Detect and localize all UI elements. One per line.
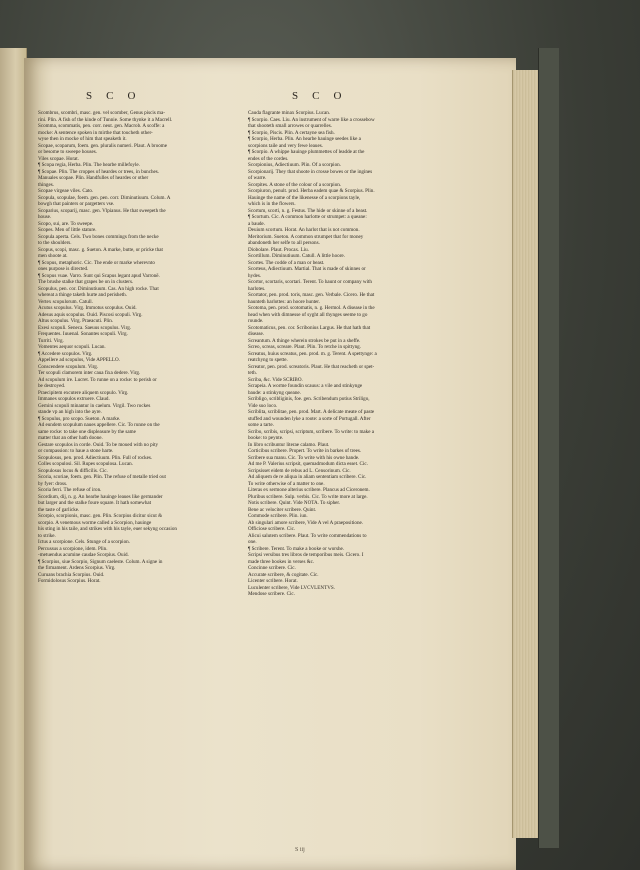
dictionary-line: Scopulus, pen. cor. Diminutiuum. Cas. An high rocke. That bbox=[38, 285, 159, 292]
dictionary-line: Screatus, huius screatus, pen. prod. m. g. Terent. A spettynge: a bbox=[248, 350, 377, 357]
dictionary-line: Mendose scribere. Cic. bbox=[248, 591, 295, 597]
dictionary-line: Scopae virgeae viles. Cato. bbox=[38, 188, 94, 194]
dictionary-line: Corticibus scribere. Propert. To write in barkes of trees. bbox=[248, 448, 362, 454]
dictionary-line: Viles scopae. Horat. bbox=[38, 155, 79, 162]
dictionary-line: Meritorium. Sueton. A common strumpet that for money bbox=[248, 233, 364, 240]
dictionary-line: Ter scopuli clamorem inter caua fixa dedere. Virg. bbox=[38, 370, 141, 376]
dictionary-line: Adesus aquis scopulus. Ouid. Piscosi scopuli. Virg. bbox=[38, 311, 143, 318]
dictionary-line: Deuium scortum. Horat. An harlot that is not common. bbox=[248, 227, 360, 233]
dictionary-line: haunteth harlottes: an hoore hunter. bbox=[248, 298, 320, 305]
dictionary-line: harlotes. bbox=[248, 285, 266, 292]
dictionary-line: ¶ Scopa regia, Herba. Plin. The hearbe millefoyle. bbox=[38, 162, 140, 168]
dictionary-line: Vide suo loco. bbox=[248, 402, 278, 409]
dictionary-line: Scomma, scommatis, pen. corr. neut. gen. Macrob. A scoffe: a bbox=[38, 123, 165, 129]
dictionary-line: ¶ Scorpius, siue Scorpio, Signum caeleste. Colum. A signe in bbox=[38, 558, 163, 565]
dictionary-line: to strike. bbox=[38, 532, 56, 539]
dictionary-line: Ad me P. Valerius scripsit, quemadmodum dicta esset. Cic. bbox=[248, 461, 368, 467]
dictionary-line: Scopae, scoparum, foem. gen. pluralis numeri. Plaut. A broome bbox=[38, 142, 168, 149]
dictionary-line: Scortes. The codde of a man or beast. bbox=[248, 259, 325, 266]
dictionary-line: his sting in his taile, and strikes with his tayle, euer sekyng occasion bbox=[38, 526, 177, 532]
dictionary-line: ¶ Accedere scopulos. Virg. bbox=[38, 350, 93, 357]
dictionary-line: Accurate scribere, & cogitate. Cic. bbox=[248, 571, 319, 578]
dictionary-line: of warre. bbox=[248, 175, 267, 181]
dictionary-line: Scripsi versibus tres libros de temporibus meis. Cicero. I bbox=[248, 552, 364, 558]
dictionary-line: ¶ Scorpio, Herba. Plin. An hearbe hauinge seedes like a bbox=[248, 136, 361, 142]
dictionary-line: ¶ Scopae. Plin. The croppes of heardes or trees, in bunches. bbox=[38, 168, 160, 175]
dictionary-line: Scorpiuron, penult. prod. Herba eadem quae & Scorpius. Plin. bbox=[248, 188, 375, 194]
dictionary-line: that shooteth small arrowes or quarrelles. bbox=[248, 123, 333, 129]
dictionary-line: Scorpites. A stone of the colour of a scorpion. bbox=[248, 181, 342, 188]
dictionary-line: Scopulosus, pen. prod. Adiectiuum. Plin. Full of rockes. bbox=[38, 454, 153, 461]
dictionary-line: Scopula, scopulae, foem. gen. pen. corr. Diminutiuum. Colum. A bbox=[38, 194, 171, 201]
dictionary-line: ¶ Scopus vuae. Varro. Sunt qui Scapus legant apud Varronē. bbox=[38, 272, 160, 279]
dictionary-line: Hauinge the name of the likenesse of a scorpions tayle, bbox=[248, 194, 361, 201]
dictionary-line: rounde. bbox=[248, 318, 264, 324]
dictionary-line: Officiose scribere. Cic. bbox=[248, 526, 296, 532]
dictionary-line: Scotoma, pen. prod. scotomatis, n. g. Hermol. A disease in the bbox=[248, 305, 375, 311]
dictionary-line: Pluribus scribere. Sulp. verbis. Cic. To write more at large. bbox=[248, 493, 368, 500]
dictionary-line: To write otherwise of a matter to one. bbox=[248, 480, 325, 487]
dictionary-line: Scortor, scortaris, scortari. Terent. To haunt or company with bbox=[248, 279, 372, 285]
dictionary-line: ¶ Scopulus, pro scopo. Sueton. A marke. bbox=[38, 415, 121, 422]
dictionary-line: Scorteus, Adiectiuum. Martial. That is made of skinnes or bbox=[248, 266, 366, 272]
dictionary-line: Gestare scopulos in corde. Ouid. To be moued with no pity bbox=[38, 441, 159, 448]
dictionary-line: Colles scopulosi. Sil. Rupes scopulosa. Lucan. bbox=[38, 461, 133, 467]
dictionary-line: Scriba, &c. Vide SCRIBO. bbox=[248, 376, 303, 383]
dictionary-line: Scribo, scribis, scripsi, scriptum, scribere. To write: to make a bbox=[248, 428, 375, 435]
dictionary-line: which is in the flowers. bbox=[248, 201, 296, 207]
dictionary-line: ones purpose is directed. bbox=[38, 266, 89, 272]
dictionary-line: Appellere ad scopulos, Vide APPELLO. bbox=[38, 357, 120, 363]
dictionary-line: ¶ Scribere. Terent. To make a booke or worshe. bbox=[248, 545, 345, 552]
dictionary-line: Exesi scopuli. Seneca. Saeuus scopulus. Virg. bbox=[38, 324, 132, 331]
dictionary-line: Diobolare. Plaut. Procax. Liu. bbox=[248, 246, 309, 253]
dictionary-line: Praecipitem excutere aliquem scopulo. Virg. bbox=[38, 389, 129, 396]
dictionary-line: Cauda flagrante minax Scorpius. Lucan. bbox=[248, 110, 331, 116]
dictionary-line: booke: to peynte. bbox=[248, 435, 284, 441]
dictionary-line: Concinne scribere. Cic. bbox=[248, 565, 296, 571]
dictionary-line: Vomentes aequor scopuli. Lucan. bbox=[38, 344, 106, 350]
dictionary-line: or besome to sweepe houses. bbox=[38, 149, 97, 155]
dictionary-line: or compassion: to haue a stone harte. bbox=[38, 448, 114, 454]
dictionary-line: whereat a thinge taketh hurte and perisheth. bbox=[38, 292, 127, 298]
dictionary-line: Turriti. Virg. bbox=[38, 337, 64, 344]
dictionary-line: Scriblita, scriblitae, pen. prod. Mart. A delicate meate of paste bbox=[248, 409, 375, 415]
dictionary-line: Scribligo, scribliginis, foe. gen. Scribendum potius Striligo, bbox=[248, 396, 370, 402]
dictionary-line: mocke: A sentence spoken in mirthe that toucheth other- bbox=[38, 129, 153, 136]
dictionary-line: Notis scribere. Quint. Vide NOTA. To sipher. bbox=[248, 500, 341, 506]
dictionary-line: Licenter scribere. Horat. bbox=[248, 578, 298, 584]
dictionary-line: some a tarte. bbox=[248, 422, 274, 428]
dictionary-line: the firmament. Ardens Scorpius. Virg. bbox=[38, 565, 116, 571]
dictionary-line: matter that an other hath doone. bbox=[38, 435, 103, 441]
dictionary-line: stande vp an high into the ayre. bbox=[38, 409, 102, 415]
dictionary-line: ¶ Scorpio, Piscis. Plin. A certayne sea fish. bbox=[248, 129, 335, 136]
dictionary-line: Screo, screas, screare. Plaut. Plin. To retche in spittyng. bbox=[248, 344, 361, 350]
dictionary-line: Acutus scopulus. Virg. Immotus scopulus. Ouid. bbox=[38, 305, 137, 311]
dictionary-line: Scoria, scoriae, foem. gen. Plin. The refuse of metalle tried out bbox=[38, 474, 166, 480]
dictionary-line: Ab singulari amore scribere, Vide A vel A praepositione. bbox=[248, 519, 364, 526]
dictionary-line: Scopes. Men of little stature. bbox=[38, 227, 97, 233]
dictionary-line: Curuans brachia Scorpius. Ouid. bbox=[38, 571, 105, 578]
dictionary-line: Scopulosus locus & difficilis. Cic. bbox=[38, 467, 108, 474]
dictionary-line: Scoparius, scoparij, masc. gen. Vlpianus. He that sweepeth the bbox=[38, 207, 166, 214]
dictionary-line: Ad eundem scopulum naues appellere. Cic. To runne on the bbox=[38, 422, 160, 428]
dictionary-line: hydes. bbox=[248, 272, 262, 279]
dictionary-line: Scorpionius, Adiectiuum. Plin. Of a scorpion. bbox=[248, 162, 341, 168]
dictionary-line: -metuendus acumine caudae Scorpius. Ouid. bbox=[38, 552, 129, 558]
dictionary-line: Scordium, dij, n. g. An hearbe hauinge leaues like germander bbox=[38, 493, 163, 500]
dictionary-line: Formidolosus Scorpius. Horat. bbox=[38, 578, 101, 584]
dictionary-line: Screator, pen. prod. screatoris. Plaut. He that reacheth or spet- bbox=[248, 363, 375, 370]
dictionary-line: Scopula aperta. Cels. Two bones commings from the necke bbox=[38, 233, 159, 240]
dictionary-line: Scoria ferri. The refuse of iron. bbox=[38, 487, 102, 493]
dictionary-line: to the shoulders. bbox=[38, 240, 72, 246]
dictionary-line: house. bbox=[38, 214, 52, 220]
dictionary-line: ¶ Scopus, metaphoric. Cic. The ende or marke wherevnto bbox=[38, 259, 155, 266]
dictionary-line: Vertex scopulorum. Catull. bbox=[38, 298, 93, 305]
dictionary-line: Ad scopulum ire. Lucret. To runne on a rocke: to perish or bbox=[38, 376, 157, 383]
dictionary-line: endes of the cordes. bbox=[248, 155, 289, 162]
dictionary-line: rini. Plin. A fish of the kinde of Tunnie. Some thynke it a Macrell. bbox=[38, 116, 173, 123]
dictionary-line: Scortator, pen. prod. toris, masc. gen. Verbale. Cicero. He that bbox=[248, 292, 375, 298]
dictionary-line: Ictus a scorpione. Cels. Stunge of a scorpion. bbox=[38, 539, 130, 545]
dictionary-line: Altus scopulus. Virg. Praeacuti. Plin. bbox=[38, 318, 114, 324]
dictionary-line: stuffed and wounden lyke a roote: a sorte of Portugall. After bbox=[248, 415, 371, 422]
dictionary-line: wyse then in mocke of him that speaketh it. bbox=[38, 136, 127, 142]
dictionary-line: Scopo, sui, are. To sweepe. bbox=[38, 220, 94, 227]
dictionary-line: Scorpio, scorpionis, masc. gen. Plin. Scorpius dicitur sicut & bbox=[38, 513, 163, 519]
dictionary-line: but larger and the stalke foure square. It hath somewhat bbox=[38, 500, 152, 506]
book-cover bbox=[538, 48, 559, 848]
dictionary-line: Scotomaticus, pen. cor. Scribonius Largus. He that hath that bbox=[248, 324, 371, 331]
dictionary-line: Scortum, scorti, n. g. Festus. The hide or skinne of a beast. bbox=[248, 207, 368, 214]
dictionary-line: Immanes scopulos extruere. Claud. bbox=[38, 396, 110, 402]
dictionary-line: head when with dimnesse of syght all thynges seeme to go bbox=[248, 311, 368, 318]
dictionary-line: Commode scribere. Plin. iun. bbox=[248, 513, 308, 519]
dictionary-line: reatchyng to spette. bbox=[248, 357, 288, 363]
dictionary-line: Literas ex sermone alterius scribere. Plancus ad Ciceronem. bbox=[248, 487, 370, 493]
dictionary-line: Screantum. A thinge wherein strokes be put in a sheffe. bbox=[248, 337, 361, 344]
dictionary-line: baude: a stinkyng queane. bbox=[248, 389, 301, 396]
dictionary-line: Scripsisset eidem de rebus ad L. Censorinum. Cic. bbox=[248, 467, 351, 474]
running-head-left: SCO bbox=[86, 90, 150, 102]
dictionary-line: Scopus, scopi, masc. g. Sueton. A marke, butte, or pricke that bbox=[38, 246, 163, 253]
dictionary-line: one. bbox=[248, 539, 257, 545]
dictionary-line: be destroyed. bbox=[38, 383, 66, 389]
dictionary-line: the taste of garlicke. bbox=[38, 506, 80, 513]
dictionary-line: disease. bbox=[248, 331, 264, 337]
dictionary-line: Bene ac velociter scribere. Quint. bbox=[248, 506, 317, 513]
dictionary-line: same rocke: to take one displeasure by the same bbox=[38, 428, 136, 435]
dictionary-line: scorpions taile and very fewe leaues. bbox=[248, 142, 323, 149]
right-column bbox=[248, 110, 474, 598]
left-page-edge bbox=[0, 48, 27, 870]
left-column bbox=[38, 110, 264, 585]
dictionary-line: Percussus a scorpione, idem. Plin. bbox=[38, 545, 108, 552]
dictionary-line: made three bookes in verses &c. bbox=[248, 558, 315, 565]
dictionary-line: Alicui salutem scribere. Plaut. To write commendations to bbox=[248, 532, 367, 539]
dictionary-line: men shoote at. bbox=[38, 253, 68, 259]
dictionary-line: ¶ Scortum. Cic. A common harlotte or strumpet: a queane: bbox=[248, 214, 367, 220]
dictionary-line: Luculenter scribere, Vide LVCVLENTVS. bbox=[248, 584, 335, 591]
running-head-right: SCO bbox=[292, 90, 356, 102]
dictionary-line: thinges. bbox=[38, 181, 54, 188]
dictionary-line: by fyer: dross. bbox=[38, 480, 68, 487]
dictionary-line: Scribere sua manu. Cic. To write with his owne hande. bbox=[248, 454, 360, 461]
dictionary-line: Gemini scopuli minantur in caelum. Virgil. Two rockes bbox=[38, 402, 151, 409]
dictionary-line: Scorpionarij. They that shoote in crosse bowes or the ingines bbox=[248, 168, 373, 175]
dictionary-line: Manuales scopae. Plin. Handfulles of heardes or other bbox=[38, 175, 149, 181]
dictionary-line: bowgh that painters or pargetters vse. bbox=[38, 201, 115, 207]
dictionary-line: abandoneth her selfe to all persons. bbox=[248, 240, 320, 246]
dictionary-line: ¶ Scorpio. A whippe hauinge plummettes of leadde at the bbox=[248, 149, 365, 155]
dictionary-line: The brushe stalke that grapes be on in clusters. bbox=[38, 279, 134, 285]
dictionary-line: Scortillum. Diminutiuum. Catull. A little hoore. bbox=[248, 253, 345, 259]
dictionary-line: Conscendere scopulum. Virg. bbox=[38, 363, 99, 370]
page-stack-edge bbox=[512, 70, 541, 838]
dictionary-line: In libro scribuntur literae calamo. Plaut. bbox=[248, 441, 330, 448]
dictionary-line: Ad aliquem de re aliqua in aliam sententiam scribere. Cic. bbox=[248, 474, 367, 480]
dictionary-line: a baude. bbox=[248, 220, 265, 227]
dictionary-line: teth. bbox=[248, 370, 257, 376]
dictionary-line: Scombrus, scombri, masc. gen. vel scomber, Genus piscis ma- bbox=[38, 110, 165, 116]
signature-mark: S iij bbox=[295, 847, 305, 853]
dictionary-line: Scrapeia. A worme foundin scauus: a vile and stinkynge bbox=[248, 383, 363, 389]
dictionary-line: Frequentes. Iuuenal. Sonantes scopuli. Virg. bbox=[38, 331, 128, 337]
dictionary-line: scorpio. A venemous worme called a Scorpion, hauinge bbox=[38, 519, 152, 526]
dictionary-line: ¶ Scorpio. Caes. Liu. An instrument of warre like a crossebow bbox=[248, 116, 375, 123]
